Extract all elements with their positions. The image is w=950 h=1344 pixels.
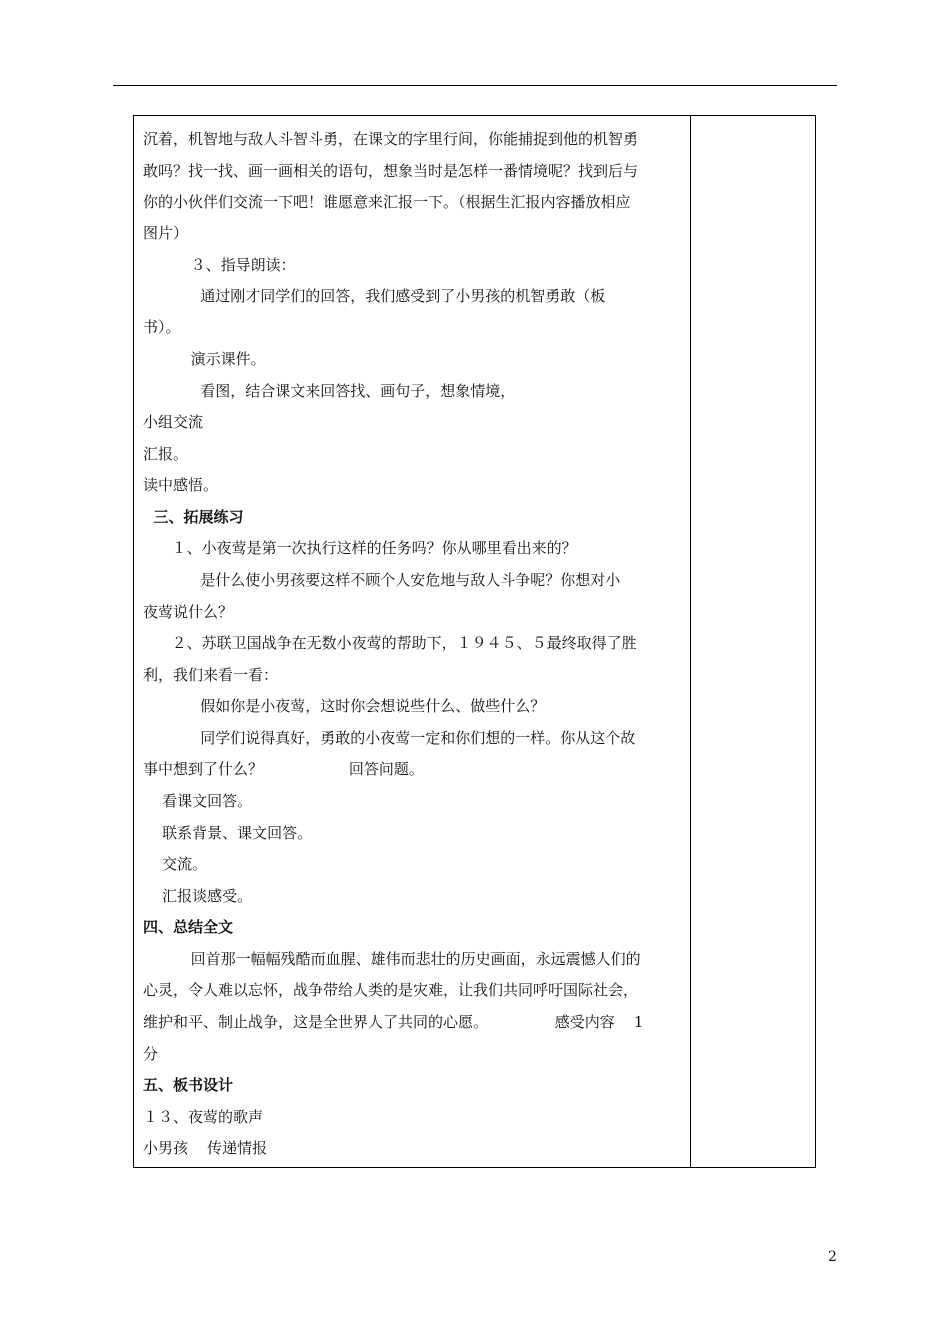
text-line: 图片） [143,224,189,242]
text-line: 利，我们来看一看： [143,666,279,684]
text-line: 读中感悟。 [143,476,219,494]
text-line: 你的小伙伴们交流一下吧！谁愿意来汇报一下。（根据生汇报内容播放相应 [143,193,631,211]
text-line: 演示课件。 [143,350,266,368]
column-divider [690,116,691,1167]
section-heading: 五、板书设计 [143,1076,234,1094]
section-heading: 四、总结全文 [143,918,234,936]
section-heading: 三、拓展练习 [143,508,244,526]
text-line: 沉着，机智地与敌人斗智斗勇，在课文的字里行间，你能捕捉到他的机智勇 [143,130,639,148]
text-line: 看课文回答。 [143,792,253,810]
text-line: 维护和平、制止战争，这是全世界人了共同的心愿。 感受内容 1 [143,1013,644,1031]
text-line: 敢吗？找一找、画一画相关的语句，想象当时是怎样一番情境呢？找到后与 [143,162,639,180]
lesson-table [133,115,816,1168]
text-line: ２、苏联卫国战争在无数小夜莺的帮助下，１９４５、５最终取得了胜 [143,634,637,652]
text-line: 交流。 [143,855,208,873]
text-line: 回首那一幅幅残酷而血腥、雄伟而悲壮的历史画面，永远震憾人们的 [143,950,641,968]
text-line: ３、指导朗读： [143,256,296,274]
lesson-content-cell [134,116,690,1167]
text-line: 事中想到了什么？ 回答问题。 [143,760,424,778]
text-line: 看图，结合课文来回答找、画句子，想象情境， [143,382,516,400]
text-line: 是什么使小男孩要这样不顾个人安危地与敌人斗争呢？你想对小 [143,571,621,589]
text-line: 汇报谈感受。 [143,887,253,905]
text-line: 书）。 [143,318,181,336]
text-line: １３、夜莺的歌声 [143,1108,264,1126]
text-line: 汇报。 [143,445,189,463]
text-line: 分 [143,1045,159,1063]
text-line: 夜莺说什么？ [143,603,234,621]
text-line: 同学们说得真好，勇敢的小夜莺一定和你们想的一样。你从这个故 [143,729,636,747]
text-line: 小组交流 [143,413,204,431]
text-line: １、小夜莺是第一次执行这样的任务吗？你从哪里看出来的？ [143,539,577,557]
text-line: 假如你是小夜莺，这时你会想说些什么、做些什么？ [143,697,546,715]
text-line: 联系背景、课文回答。 [143,824,313,842]
text-line: 通过刚才同学们的回答，我们感受到了小男孩的机智勇敢（板 [143,287,606,305]
text-line: 心灵，令人难以忘怀，战争带给人类的是灾难，让我们共同呼吁国际社会， [143,981,639,999]
header-rule [113,85,837,86]
page-number: 2 [828,1249,837,1265]
text-line: 小男孩 传递情报 [143,1139,268,1157]
